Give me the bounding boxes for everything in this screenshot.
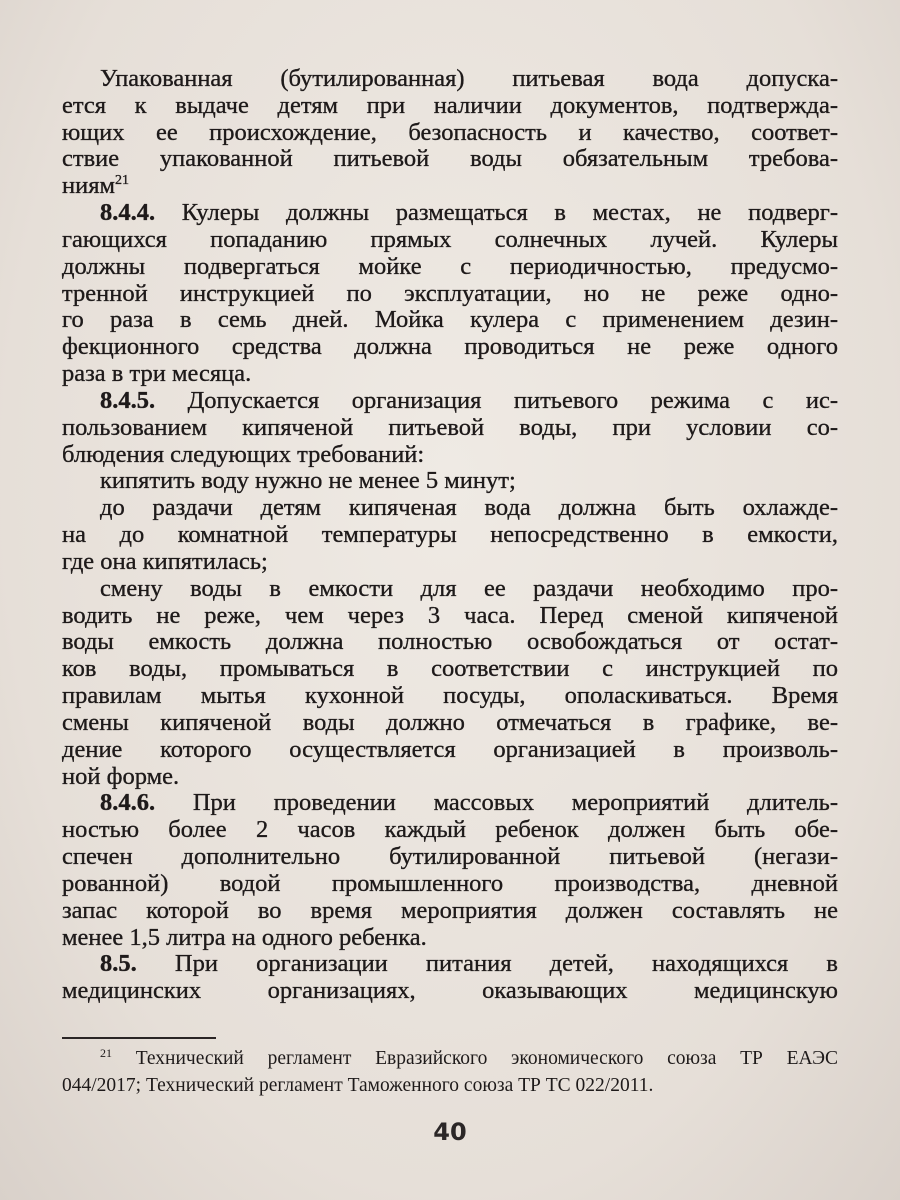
text-line bbox=[62, 629, 838, 656]
text-line bbox=[62, 576, 838, 603]
line-text: Кулеры должны размещаться в местах, не подверг- bbox=[155, 199, 838, 227]
body-text bbox=[62, 66, 838, 1005]
text-line bbox=[62, 334, 838, 361]
line-text: до раздачи детям кипяченая вода должна быть охлажде- bbox=[100, 494, 838, 522]
text-line bbox=[62, 307, 838, 334]
text-line bbox=[62, 495, 838, 522]
line-text: спечен дополнительно бутилированной питьевой (негази- bbox=[62, 843, 838, 871]
line-text: ной форме. bbox=[62, 762, 180, 790]
footnote-line bbox=[62, 1072, 838, 1099]
text-line bbox=[62, 817, 838, 844]
line-text: ностью более 2 часов каждый ребенок должен быть обе- bbox=[62, 816, 838, 844]
line-text: менее 1,5 литра на одного ребенка. bbox=[62, 923, 427, 951]
text-line bbox=[62, 93, 838, 120]
footnote-text: Технический регламент Евразийского экономического союза ТР ЕАЭС bbox=[112, 1048, 838, 1069]
line-text: пользованием кипяченой питьевой воды, при условии со- bbox=[62, 413, 838, 441]
text-line bbox=[62, 522, 838, 549]
line-text: блюдения следующих требований: bbox=[62, 440, 425, 468]
line-text: ков воды, промываться в соответствии с инструкцией по bbox=[62, 655, 838, 683]
text-line bbox=[62, 898, 838, 925]
line-text: ется к выдаче детям при наличии документов, подтвержда- bbox=[62, 91, 838, 119]
line-text: на до комнатной температуры непосредственно в емкости, bbox=[62, 521, 838, 549]
line-text: дение которого осуществляется организацией в произволь- bbox=[62, 735, 838, 763]
text-line bbox=[62, 844, 838, 871]
line-text: запас которой во время мероприятия должен составлять не bbox=[62, 896, 838, 924]
footnote-text: 044/2017; Технический регламент Таможенного союза ТР ТС 022/2011. bbox=[62, 1075, 654, 1096]
text-line bbox=[62, 361, 838, 388]
line-text: тренной инструкцией по эксплуатации, но не реже одно- bbox=[62, 279, 838, 307]
text-line bbox=[62, 951, 838, 978]
text-line bbox=[62, 468, 838, 495]
line-text: медицинских организациях, оказывающих медицинскую bbox=[62, 977, 838, 1005]
line-text: рованной) водой промышленного производства, дневной bbox=[62, 869, 838, 897]
text-line bbox=[62, 790, 838, 817]
line-text: Упакованная (бутилированная) питьевая вода допуска- bbox=[100, 65, 838, 92]
text-line bbox=[62, 710, 838, 737]
line-text: ющих ее происхождение, безопасность и качество, соответ- bbox=[62, 118, 838, 146]
line-text: водить не реже, чем через 3 часа. Перед сменой кипяченой bbox=[62, 601, 838, 629]
line-text: воды емкость должна полностью освобождаться от остат- bbox=[62, 628, 838, 656]
line-text: При организации питания детей, находящихся в bbox=[136, 950, 838, 978]
line-text: При проведении массовых мероприятий длитель- bbox=[155, 789, 838, 817]
text-line bbox=[62, 549, 838, 576]
text-line bbox=[62, 925, 838, 952]
text-line bbox=[62, 656, 838, 683]
page-number: 40 bbox=[433, 1118, 467, 1146]
footnote-marker: 21 bbox=[100, 1046, 112, 1060]
line-text: смену воды в емкости для ее раздачи необходимо про- bbox=[100, 574, 838, 602]
text-line bbox=[62, 603, 838, 630]
section-number: 8.4.6. bbox=[100, 789, 156, 817]
footnote bbox=[62, 1045, 838, 1099]
text-line bbox=[62, 227, 838, 254]
text-line bbox=[62, 442, 838, 469]
text-line bbox=[62, 281, 838, 308]
section-number: 8.5. bbox=[100, 950, 137, 978]
footnote-rule bbox=[62, 1037, 216, 1039]
line-text: фекционного средства должна проводиться не реже одного bbox=[62, 333, 838, 361]
line-text: правилам мытья кухонной посуды, ополаскиваться. Время bbox=[62, 682, 838, 710]
text-line bbox=[62, 415, 838, 442]
text-line bbox=[62, 120, 838, 147]
line-text: ствие упакованной питьевой воды обязательным требова- bbox=[62, 145, 838, 173]
section-number: 8.4.5. bbox=[100, 386, 156, 414]
line-text: го раза в семь дней. Мойка кулера с применением дезин- bbox=[62, 306, 838, 334]
text-line bbox=[62, 146, 838, 173]
footnote-line bbox=[62, 1045, 838, 1072]
text-line bbox=[62, 871, 838, 898]
line-text: кипятить воду нужно не менее 5 минут; bbox=[100, 467, 516, 495]
line-text: должны подвергаться мойке с периодичностью, предусмо- bbox=[62, 252, 838, 280]
line-text: Допускается организация питьевого режима с ис- bbox=[155, 386, 838, 414]
line-text: где она кипятилась; bbox=[62, 547, 268, 575]
text-line bbox=[62, 200, 838, 227]
line-text: смены кипяченой воды должно отмечаться в графике, ве- bbox=[62, 708, 838, 736]
text-line bbox=[62, 683, 838, 710]
text-line bbox=[62, 978, 838, 1005]
text-line bbox=[62, 66, 838, 93]
line-text: ниям bbox=[62, 172, 115, 200]
text-line bbox=[62, 173, 838, 200]
line-text: гающихся попаданию прямых солнечных лучей. Кулеры bbox=[62, 225, 838, 253]
line-text: раза в три месяца. bbox=[62, 360, 252, 388]
section-number: 8.4.4. bbox=[100, 199, 156, 227]
text-line bbox=[62, 388, 838, 415]
footnote-reference: 21 bbox=[115, 173, 129, 189]
text-line bbox=[62, 254, 838, 281]
text-line bbox=[62, 764, 838, 791]
text-line bbox=[62, 737, 838, 764]
